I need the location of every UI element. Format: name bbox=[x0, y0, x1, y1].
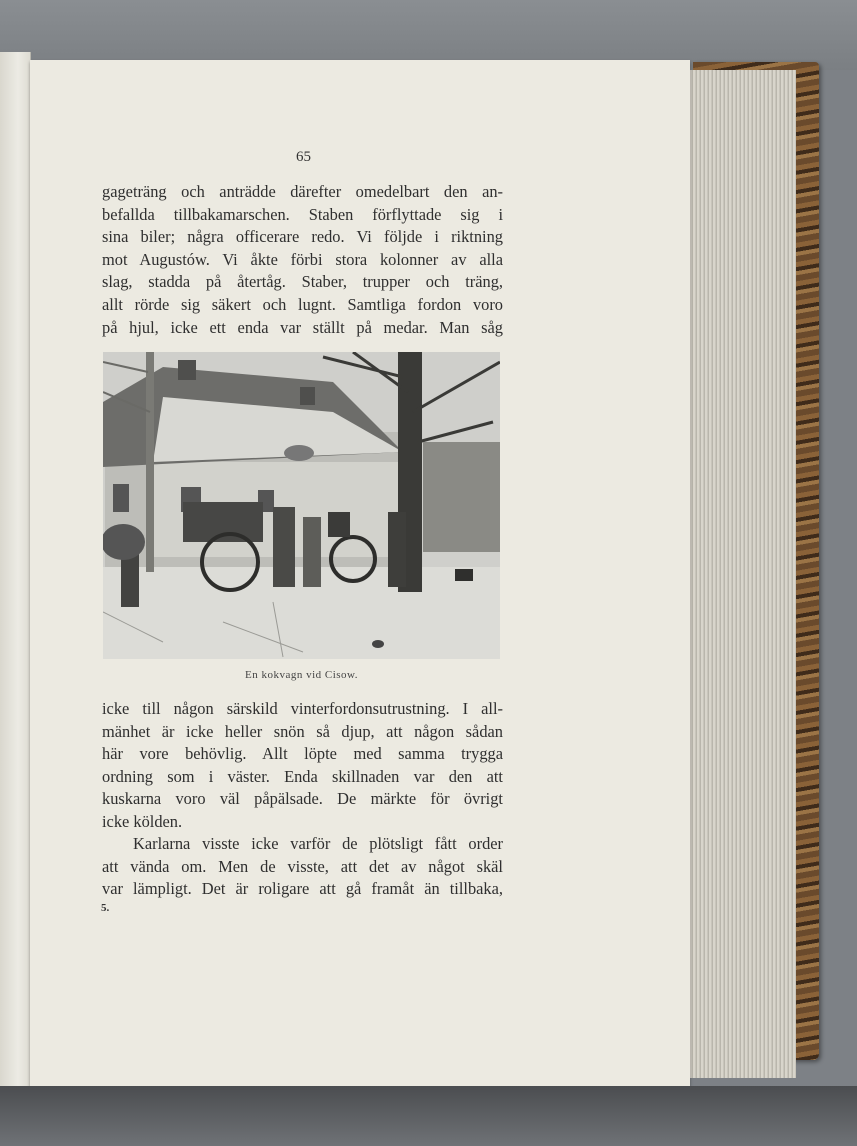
text-line: icke till någon särskild vinterfordonsutrustning. I all- bbox=[102, 699, 503, 718]
text-line: mänhet är icke heller snön så djup, att någon sådan bbox=[102, 721, 503, 741]
text-line: att vända om. Men de visste, att det av något skäl bbox=[102, 856, 503, 876]
text-line: sina biler; några officerare redo. Vi följde i riktning bbox=[102, 227, 503, 247]
figure-caption: En kokvagn vid Cisow. bbox=[244, 669, 359, 681]
text-line: allt rörde sig säkert och lugnt. Samtliga fordon voro bbox=[102, 294, 503, 314]
paragraph-3 bbox=[102, 833, 503, 901]
page-number: 65 bbox=[296, 149, 311, 165]
paragraph-1 bbox=[102, 181, 503, 339]
text-line: ordning som i väster. Enda skillnaden var den att bbox=[102, 766, 503, 786]
page-block-edges bbox=[686, 70, 796, 1078]
background-bottom bbox=[0, 1086, 857, 1146]
paragraph-2 bbox=[102, 698, 503, 834]
text-line: Karlarna visste icke varför de plötsligt fått order bbox=[133, 834, 503, 853]
signature-mark: 5. bbox=[101, 902, 110, 914]
left-page-edge bbox=[0, 52, 31, 1088]
text-line: mot Augustów. Vi åkte förbi stora kolonner av alla bbox=[102, 249, 503, 269]
text-line: gageträng och anträdde därefter omedelbart den an- bbox=[102, 182, 503, 201]
text-line: icke kölden. bbox=[102, 811, 183, 831]
text-line: på hjul, icke ett enda var ställt på medar. Man såg bbox=[102, 317, 503, 337]
halftone-photograph bbox=[103, 352, 500, 659]
text-line: var lämpligt. Det är roligare att gå framåt än tillbaka, bbox=[102, 879, 503, 899]
text-line: slag, stadda på återtåg. Staber, trupper och träng, bbox=[102, 272, 503, 292]
text-line: kuskarna voro väl påpälsade. De märkte för övrigt bbox=[102, 789, 503, 809]
kitchen-wagon-photo bbox=[103, 352, 500, 659]
text-line: befallda tillbakamarschen. Staben förflyttade sig i bbox=[102, 204, 503, 224]
text-line: här vore behövlig. Allt löpte med samma trygga bbox=[102, 744, 503, 764]
